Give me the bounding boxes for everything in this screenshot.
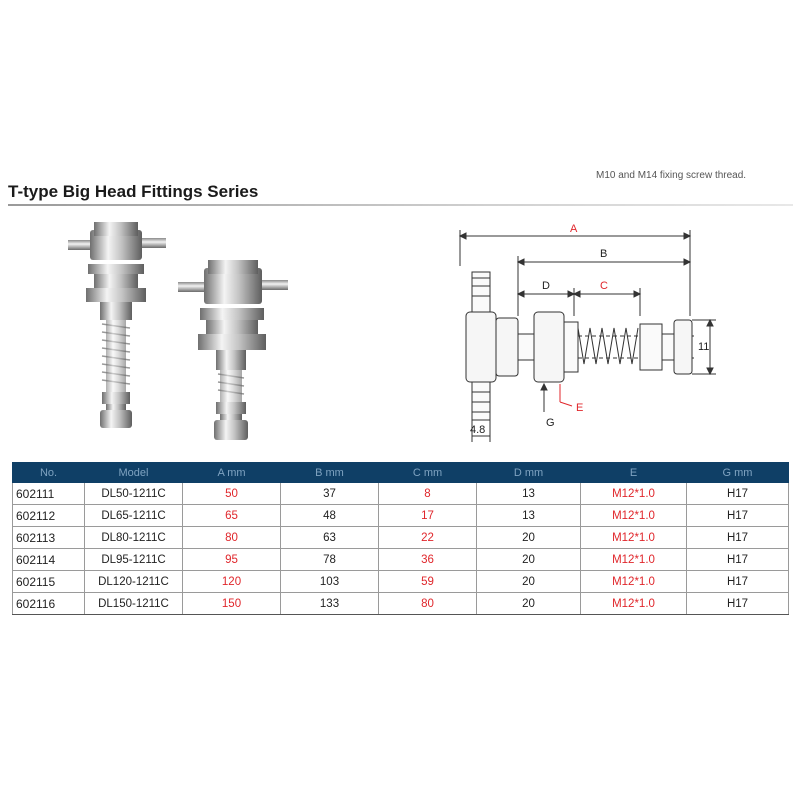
cell-a: 120 (183, 571, 281, 593)
table-row (13, 571, 789, 593)
table-row (13, 527, 789, 549)
column-header-no: No. (13, 463, 85, 483)
column-header-b: B mm (281, 463, 379, 483)
table-row (13, 549, 789, 571)
cell-g: H17 (687, 527, 789, 549)
label-d: D (542, 280, 550, 292)
cell-d: 20 (477, 593, 581, 615)
cell-e: M12*1.0 (581, 571, 687, 593)
cell-c: 36 (379, 549, 477, 571)
cell-no: 602115 (13, 571, 85, 593)
cell-d: 20 (477, 527, 581, 549)
cell-e: M12*1.0 (581, 483, 687, 505)
column-header-c: C mm (379, 463, 477, 483)
label-4-8: 4.8 (470, 424, 486, 436)
cell-no: 602112 (13, 505, 85, 527)
cell-g: H17 (687, 483, 789, 505)
cell-model: DL150-1211C (85, 593, 183, 615)
cell-c: 17 (379, 505, 477, 527)
cell-model: DL65-1211C (85, 505, 183, 527)
spec-table (12, 462, 789, 615)
cell-a: 150 (183, 593, 281, 615)
label-b: B (600, 248, 608, 260)
cell-a: 50 (183, 483, 281, 505)
table-row (13, 593, 789, 615)
title-divider (8, 204, 793, 206)
cell-c: 59 (379, 571, 477, 593)
cell-b: 37 (281, 483, 379, 505)
column-header-g: G mm (687, 463, 789, 483)
cell-e: M12*1.0 (581, 505, 687, 527)
label-a: A (570, 223, 578, 235)
cell-e: M12*1.0 (581, 549, 687, 571)
cell-e: M12*1.0 (581, 593, 687, 615)
page-title: T-type Big Head Fittings Series (8, 182, 259, 201)
cell-a: 95 (183, 549, 281, 571)
cell-g: H17 (687, 505, 789, 527)
cell-d: 20 (477, 571, 581, 593)
fitting-small (178, 260, 288, 440)
column-header-e: E (581, 463, 687, 483)
cell-d: 13 (477, 505, 581, 527)
cell-a: 65 (183, 505, 281, 527)
cell-c: 80 (379, 593, 477, 615)
cell-g: H17 (687, 593, 789, 615)
cell-a: 80 (183, 527, 281, 549)
cell-d: 13 (477, 483, 581, 505)
table-row (13, 505, 789, 527)
table-header-row (13, 463, 789, 483)
cell-model: DL50-1211C (85, 483, 183, 505)
cell-g: H17 (687, 571, 789, 593)
cell-no: 602113 (13, 527, 85, 549)
cell-b: 78 (281, 549, 379, 571)
cell-model: DL80-1211C (85, 527, 183, 549)
cell-no: 602114 (13, 549, 85, 571)
label-g: G (546, 417, 555, 429)
column-header-d: D mm (477, 463, 581, 483)
cell-b: 63 (281, 527, 379, 549)
label-11: 11 (698, 341, 710, 353)
column-header-model: Model (85, 463, 183, 483)
cropped-note-text: M10 and M14 fixing screw thread. (596, 170, 747, 181)
cell-no: 602116 (13, 593, 85, 615)
cell-b: 133 (281, 593, 379, 615)
cell-d: 20 (477, 549, 581, 571)
cell-e: M12*1.0 (581, 527, 687, 549)
cell-model: DL120-1211C (85, 571, 183, 593)
label-e: E (576, 402, 584, 414)
cell-c: 22 (379, 527, 477, 549)
table-row (13, 483, 789, 505)
product-photo (40, 216, 340, 456)
cell-b: 103 (281, 571, 379, 593)
label-c: C (600, 280, 608, 292)
column-header-a: A mm (183, 463, 281, 483)
cell-b: 48 (281, 505, 379, 527)
cell-model: DL95-1211C (85, 549, 183, 571)
cell-no: 602111 (13, 483, 85, 505)
cell-g: H17 (687, 549, 789, 571)
cell-c: 8 (379, 483, 477, 505)
fitting-large (68, 222, 166, 428)
technical-drawing (448, 216, 730, 442)
